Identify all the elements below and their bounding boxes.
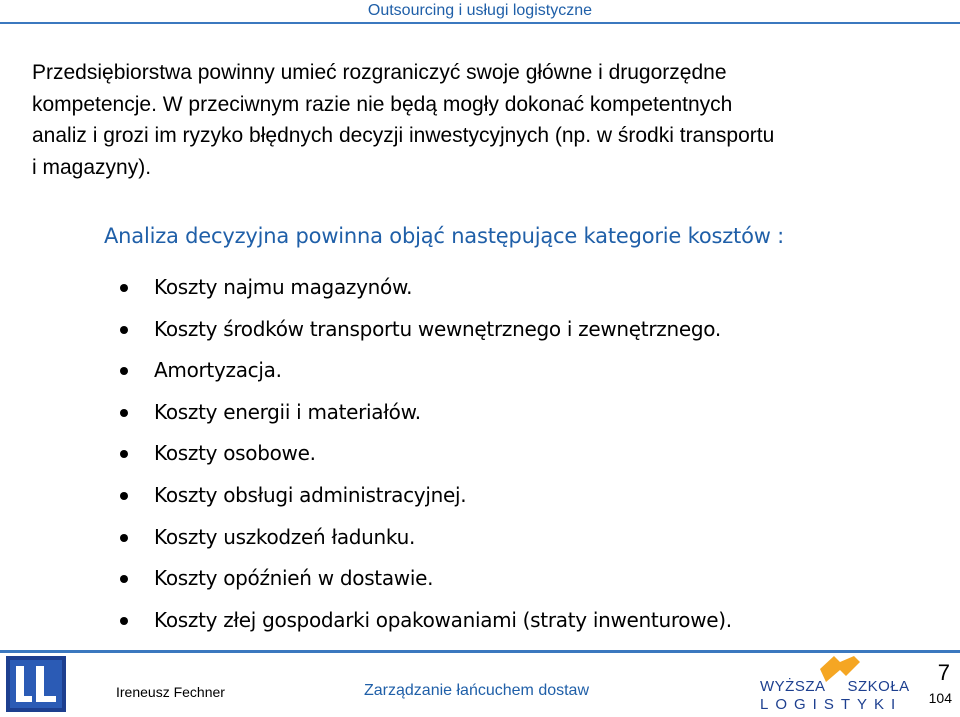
university-logo-icon: [6, 656, 66, 712]
header-divider: [0, 22, 960, 24]
list-item-label: Koszty opóźnień w dostawie.: [154, 566, 434, 591]
bullet-icon: [120, 575, 128, 583]
bullet-icon: [120, 617, 128, 625]
bullet-icon: [120, 450, 128, 458]
page-number: 7: [937, 660, 950, 685]
logo-graphic: [6, 656, 66, 712]
bullet-icon: [120, 534, 128, 542]
document-header-title: Outsourcing i usługi logistyczne: [367, 2, 592, 19]
school-name-top: [760, 678, 910, 695]
list-item-label: Koszty osobowe.: [154, 441, 316, 466]
school-word-szkola: SZKOŁA: [847, 678, 910, 695]
footer-course-title: Zarządzanie łańcuchem dostaw: [364, 682, 590, 699]
bullet-icon: [120, 284, 128, 292]
school-word-wyzsza: WYŻSZA: [760, 678, 826, 695]
footer-divider: [0, 650, 960, 653]
author-name: Ireneusz Fechner: [116, 684, 225, 700]
section-heading: Analiza decyzyjna powinna objąć następujące kategorie kosztów :: [104, 224, 785, 248]
intro-line: i magazyny).: [32, 155, 152, 179]
list-item-label: Amortyzacja.: [154, 358, 282, 383]
page-total: 104: [928, 690, 952, 706]
bullet-icon: [120, 409, 128, 417]
intro-paragraph: [32, 57, 912, 183]
list-item-label: Koszty uszkodzeń ładunku.: [154, 524, 416, 549]
school-logo: [760, 658, 920, 714]
intro-line: analiz i grozi im ryzyko błędnych decyzji inwestycyjnych (np. w środki transportu: [32, 124, 775, 147]
list-item-label: Koszty środków transportu wewnętrznego i zewnętrznego.: [154, 316, 721, 341]
intro-line: Przedsiębiorstwa powinny umieć rozgraniczyć swoje główne i drugorzędne: [32, 61, 727, 84]
school-name-bottom: LOGISTYKI: [760, 696, 903, 713]
list-item-label: Koszty obsługi administracyjnej.: [154, 482, 467, 507]
bullet-icon: [120, 367, 128, 375]
list-item-label: Koszty złej gospodarki opakowaniami (straty inwenturowe).: [154, 607, 732, 632]
list-item-label: Koszty energii i materiałów.: [154, 399, 421, 424]
intro-line: kompetencje. W przeciwnym razie nie będą mogły dokonać kompetentnych: [32, 92, 733, 116]
list-item-label: Koszty najmu magazynów.: [154, 275, 413, 299]
bullet-icon: [120, 326, 128, 334]
bullet-icon: [120, 492, 128, 500]
